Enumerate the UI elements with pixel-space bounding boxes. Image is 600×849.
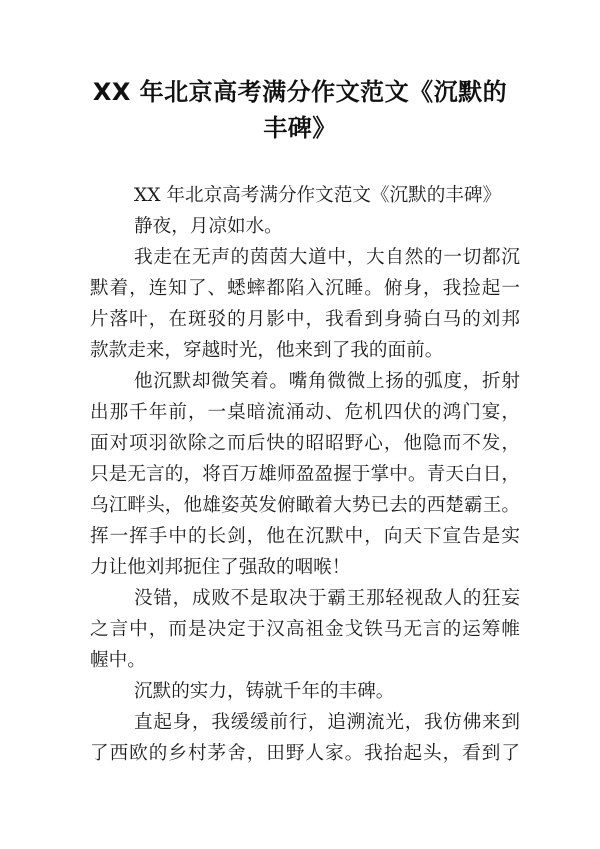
text-line: 之言中，而是决定于汉高祖金戈铁马无言的运筹帷 (90, 619, 520, 640)
document-title-line-1: XX 年北京高考满分作文范文《沉默的 (92, 78, 508, 106)
text-line: 静夜，月凉如水。 (134, 216, 283, 237)
text-line: XX 年北京高考满分作文范文《沉默的丰碑》 (134, 185, 502, 206)
text-line: 直起身，我缓缓前行，追溯流光，我仿佛来到 (134, 712, 520, 733)
document-title (90, 74, 510, 146)
text-line: 出那千年前，一桌暗流涌动、危机四伏的鸿门宴， (90, 402, 520, 423)
paragraph-5 (90, 676, 520, 707)
text-line: 没错，成败不是取决于霸王那轻视敌人的狂妄 (134, 588, 520, 609)
paragraph-heading-repeat (90, 180, 520, 211)
paragraph-6 (90, 707, 520, 769)
text-line: 他沉默却微笑着。嘴角微微上扬的弧度，折射 (134, 371, 520, 392)
text-line: 幄中。 (90, 650, 146, 671)
text-line: 默着，连知了、蟋蟀都陷入沉睡。俯身，我捡起一 (90, 278, 520, 299)
document-title-line-2: 丰碑》 (263, 114, 337, 142)
paragraph-1 (90, 211, 520, 242)
text-line: 挥一挥手中的长剑，他在沉默中，向天下宣告是实 (90, 526, 520, 547)
paragraph-4 (90, 583, 520, 676)
text-line: 面对项羽欲除之而后快的昭昭野心，他隐而不发， (90, 433, 520, 454)
text-line: 沉默的实力，铸就千年的丰碑。 (134, 681, 395, 702)
text-line: 片落叶，在斑驳的月影中，我看到身骑白马的刘邦 (90, 309, 520, 330)
text-line: 款款走来，穿越时光，他来到了我的面前。 (90, 340, 444, 361)
paragraph-3 (90, 366, 520, 583)
paragraph-2 (90, 242, 520, 366)
document-body (90, 180, 520, 769)
text-line: 我走在无声的茵茵大道中，大自然的一切都沉 (134, 247, 520, 268)
text-line: 力让他刘邦扼住了强敌的咽喉！ (90, 557, 351, 578)
text-line: 了西欧的乡村茅舍，田野人家。我抬起头，看到了 (90, 743, 520, 764)
text-line: 乌江畔头，他雄姿英发俯瞰着大势已去的西楚霸王。 (90, 495, 520, 516)
text-line: 只是无言的，将百万雄师盈盈握于掌中。青天白日， (90, 464, 520, 485)
